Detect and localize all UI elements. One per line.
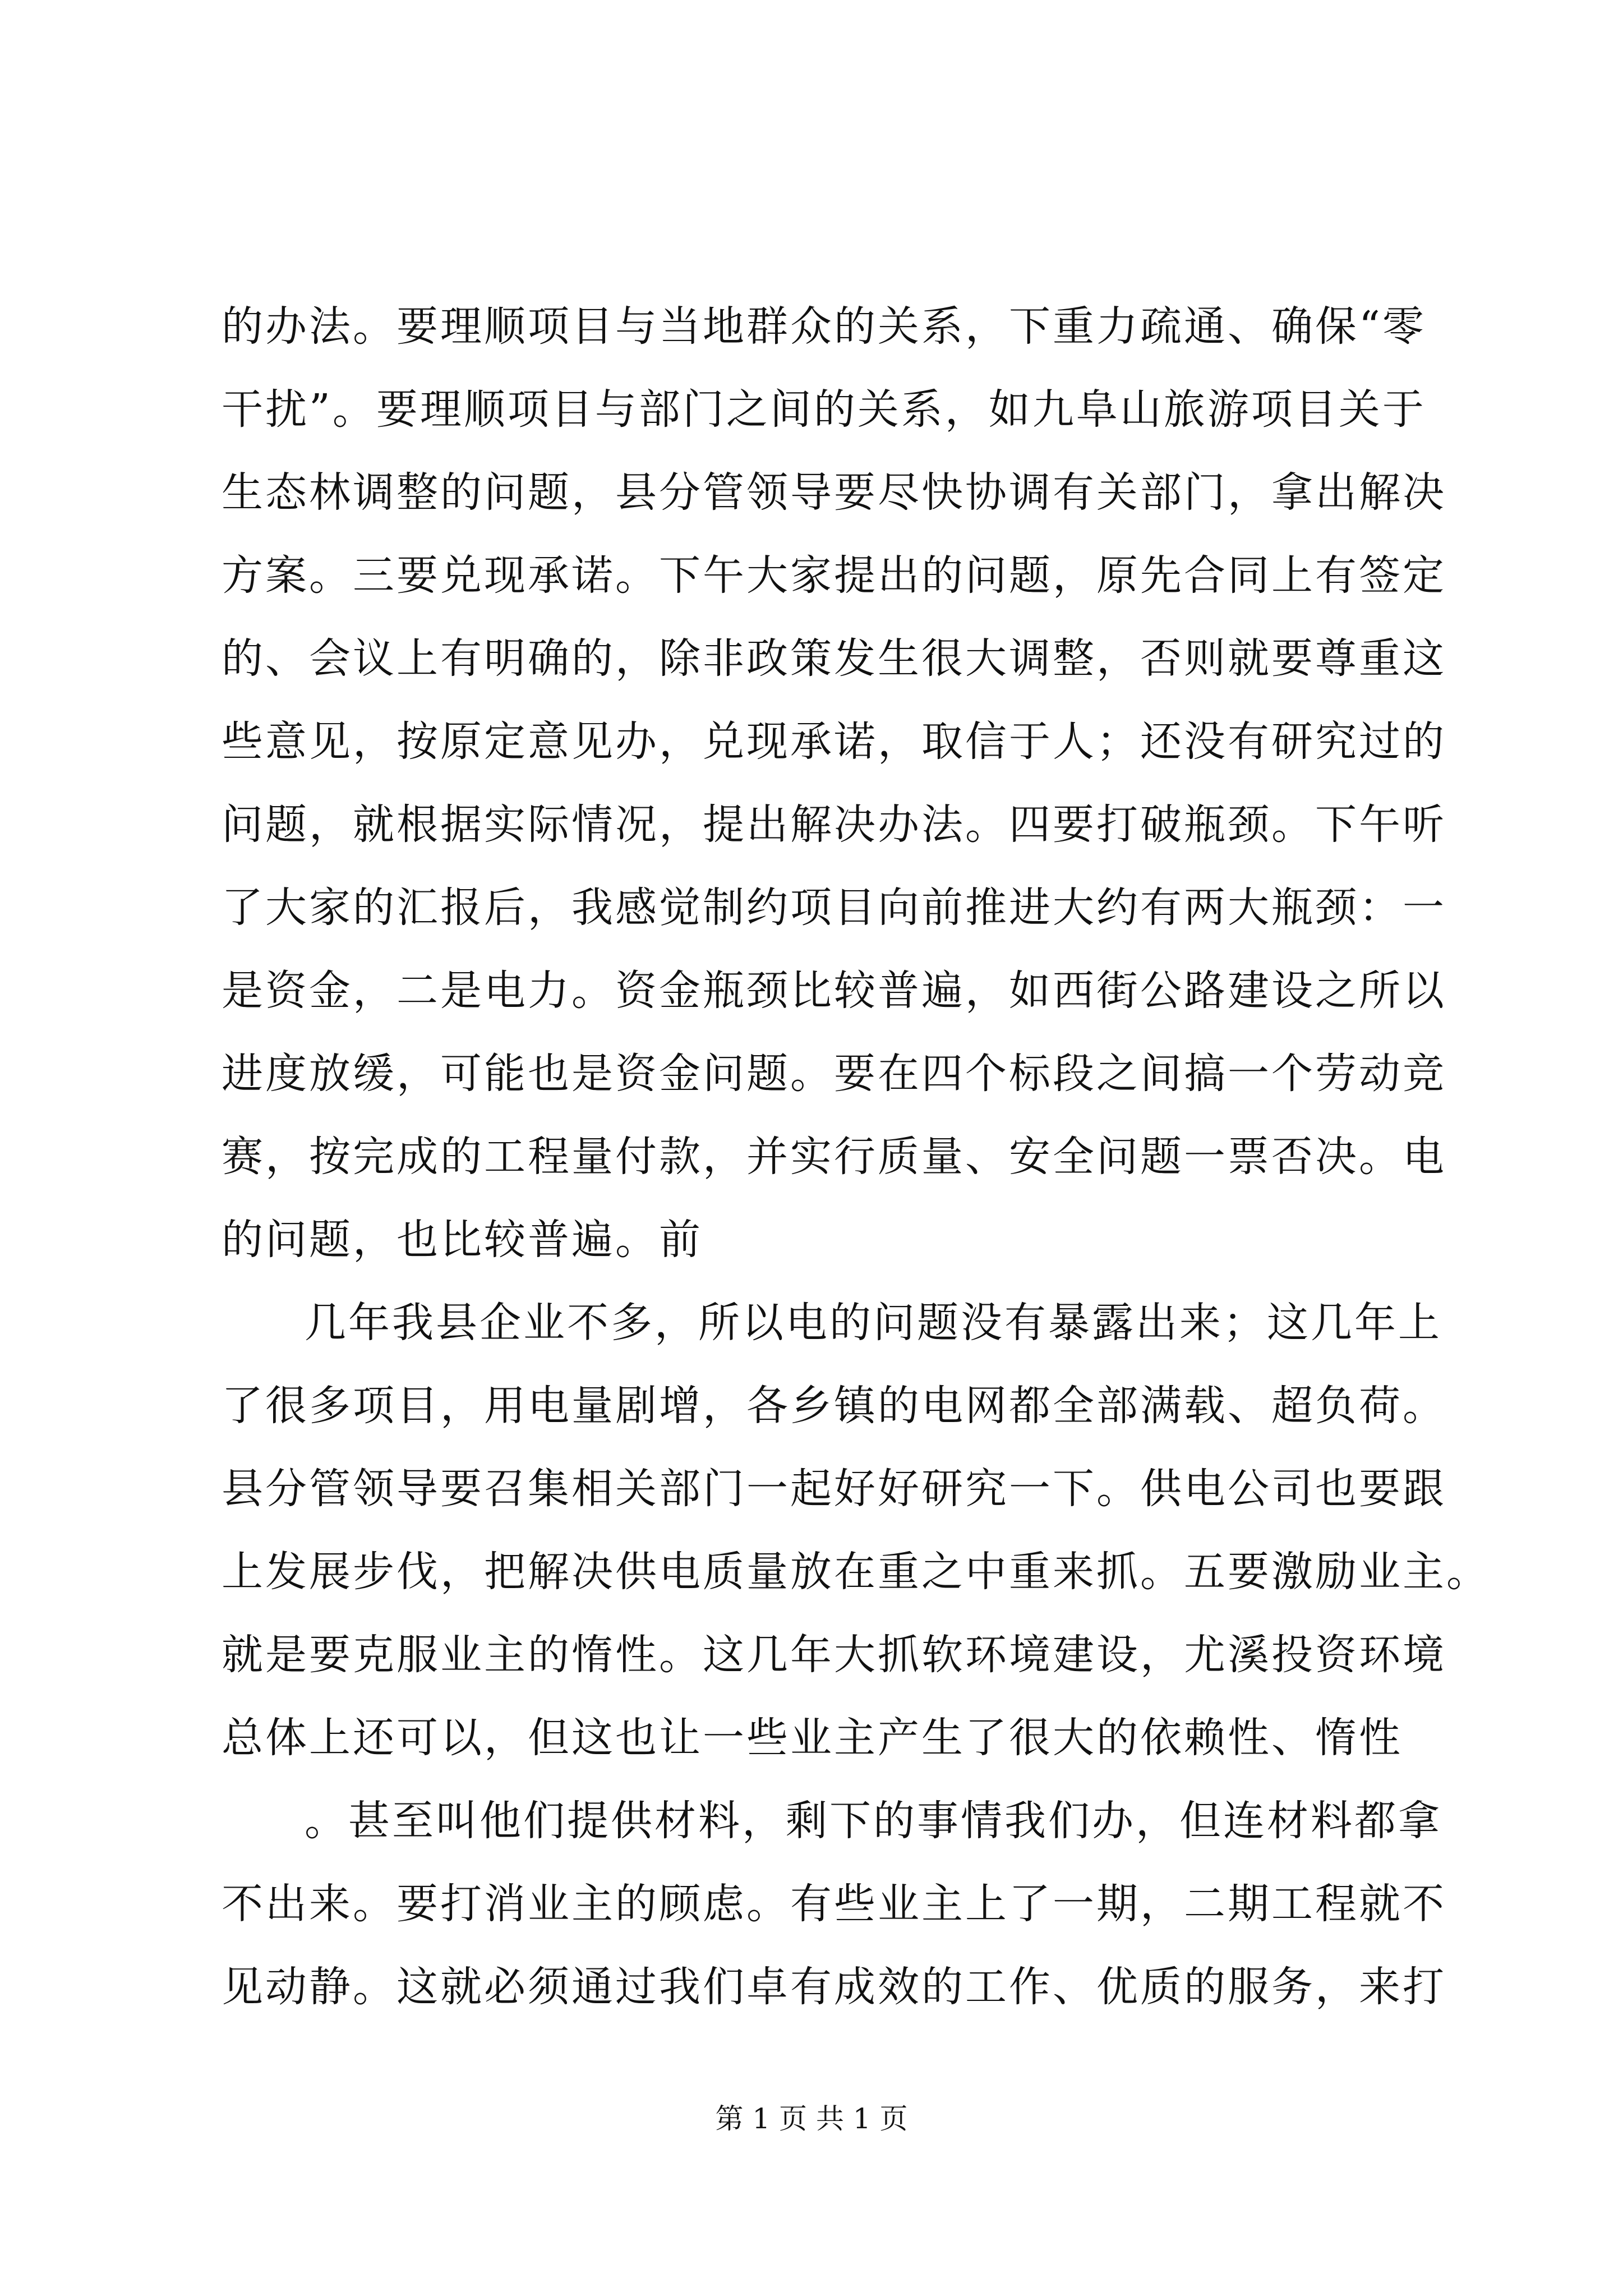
text-line: 上发展步伐，把解决供电质量放在重之中重来抓。五要激励业主。 xyxy=(222,1548,1490,1596)
text-line: 就是要克服业主的惰性。这几年大抓软环境建设，尤溪投资环境 xyxy=(222,1631,1446,1679)
text-line: 赛，按完成的工程量付款，并实行质量、安全问题一票否决。电 xyxy=(222,1133,1446,1181)
text-line: 的问题，也比较普遍。前 xyxy=(222,1216,703,1264)
text-line-indented: 。甚至叫他们提供材料，剩下的事情我们办，但连材料都拿 xyxy=(305,1797,1442,1845)
text-line: 见动静。这就必须通过我们卓有成效的工作、优质的服务，来打 xyxy=(222,1963,1446,2011)
text-line: 生态林调整的问题，县分管领导要尽快协调有关部门，拿出解决 xyxy=(222,468,1446,517)
document-body xyxy=(222,285,1490,2028)
text-line: 的、会议上有明确的，除非政策发生很大调整，否则就要尊重这 xyxy=(222,634,1446,683)
text-line: 了大家的汇报后，我感觉制约项目向前推进大约有两大瓶颈：一 xyxy=(222,884,1446,932)
text-line: 方案。三要兑现承诺。下午大家提出的问题，原先合同上有签定 xyxy=(222,551,1446,600)
text-line-indented: 几年我县企业不多，所以电的问题没有暴露出来；这几年上 xyxy=(305,1299,1442,1347)
text-line: 进度放缓，可能也是资金问题。要在四个标段之间搞一个劳动竞 xyxy=(222,1050,1446,1098)
text-line: 总体上还可以，但这也让一些业主产生了很大的依赖性、惰性 xyxy=(222,1714,1403,1762)
text-line: 是资金，二是电力。资金瓶颈比较普遍，如西街公路建设之所以 xyxy=(222,967,1446,1015)
text-line: 的办法。要理顺项目与当地群众的关系，下重力疏通、确保“零 xyxy=(222,302,1426,351)
text-line: 些意见，按原定意见办，兑现承诺，取信于人；还没有研究过的 xyxy=(222,717,1446,766)
text-line: 县分管领导要召集相关部门一起好好研究一下。供电公司也要跟 xyxy=(222,1465,1446,1513)
text-line: 干扰”。要理顺项目与部门之间的关系，如九阜山旅游项目关于 xyxy=(222,385,1426,434)
text-line: 了很多项目，用电量剧增，各乡镇的电网都全部满载、超负荷。 xyxy=(222,1382,1446,1430)
text-line: 问题，就根据实际情况，提出解决办法。四要打破瓶颈。下午听 xyxy=(222,800,1446,849)
page-number-footer: 第 1 页 共 1 页 xyxy=(715,2102,908,2135)
text-line: 不出来。要打消业主的顾虑。有些业主上了一期，二期工程就不 xyxy=(222,1880,1446,1928)
